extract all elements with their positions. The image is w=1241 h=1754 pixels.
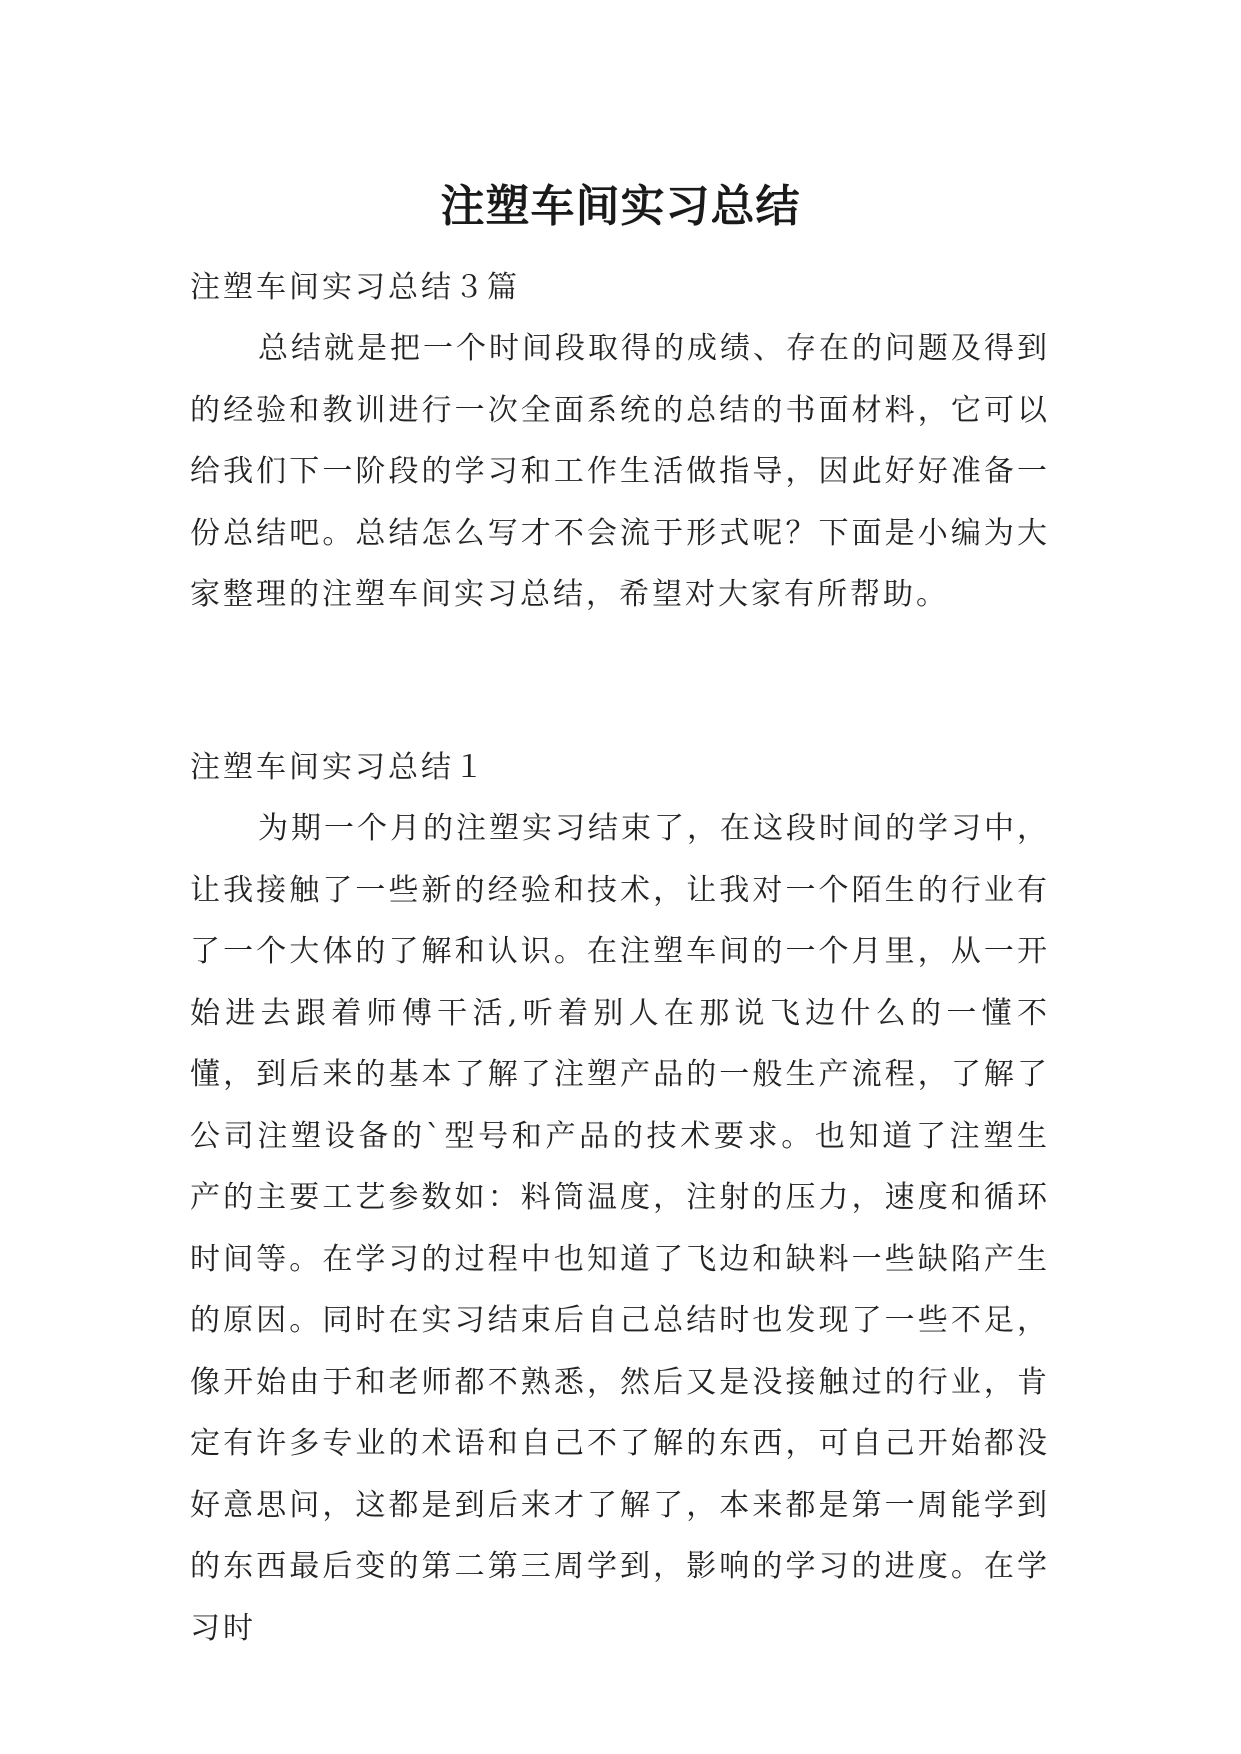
- section-heading: 注塑车间实习总结３篇: [190, 270, 520, 305]
- section-summary-1: [190, 738, 1050, 1659]
- section-paragraph: 为期一个月的注塑实习结束了，在这段时间的学习中，让我接触了一些新的经验和技术，让我对一个陌生的行业有了一个大体的了解和认识。在注塑车间的一个月里，从一开始进去跟着师傅干活,听着别人在那说飞边什么的一懂不懂，到后来的基本了解了注塑产品的一般生产流程，了解了公司注塑设备的`型号和产品的技术要求。也知道了注塑生产的主要工艺参数如：料筒温度，注射的压力，速度和循环时间等。在学习的过程中也知道了飞边和缺料一些缺陷产生的原因。同时在实习结束后自己总结时也发现了一些不足，像开始由于和老师都不熟悉，然后又是没接触过的行业，肯定有许多专业的术语和自己不了解的东西，可自己开始都没好意思问，这都是到后来才了解了，本来都是第一周能学到的东西最后变的第二第三周学到，影响的学习的进度。在学习时: [190, 811, 1050, 1646]
- section-intro: [190, 258, 1050, 626]
- document-title: 注塑车间实习总结: [440, 181, 801, 233]
- section-heading: 注塑车间实习总结１: [190, 750, 487, 785]
- section-paragraph: 总结就是把一个时间段取得的成绩、存在的问题及得到的经验和教训进行一次全面系统的总结的书面材料，它可以给我们下一阶段的学习和工作生活做指导，因此好好准备一份总结吧。总结怎么写才不会流于形式呢？下面是小编为大家整理的注塑车间实习总结，希望对大家有所帮助。: [190, 331, 1050, 612]
